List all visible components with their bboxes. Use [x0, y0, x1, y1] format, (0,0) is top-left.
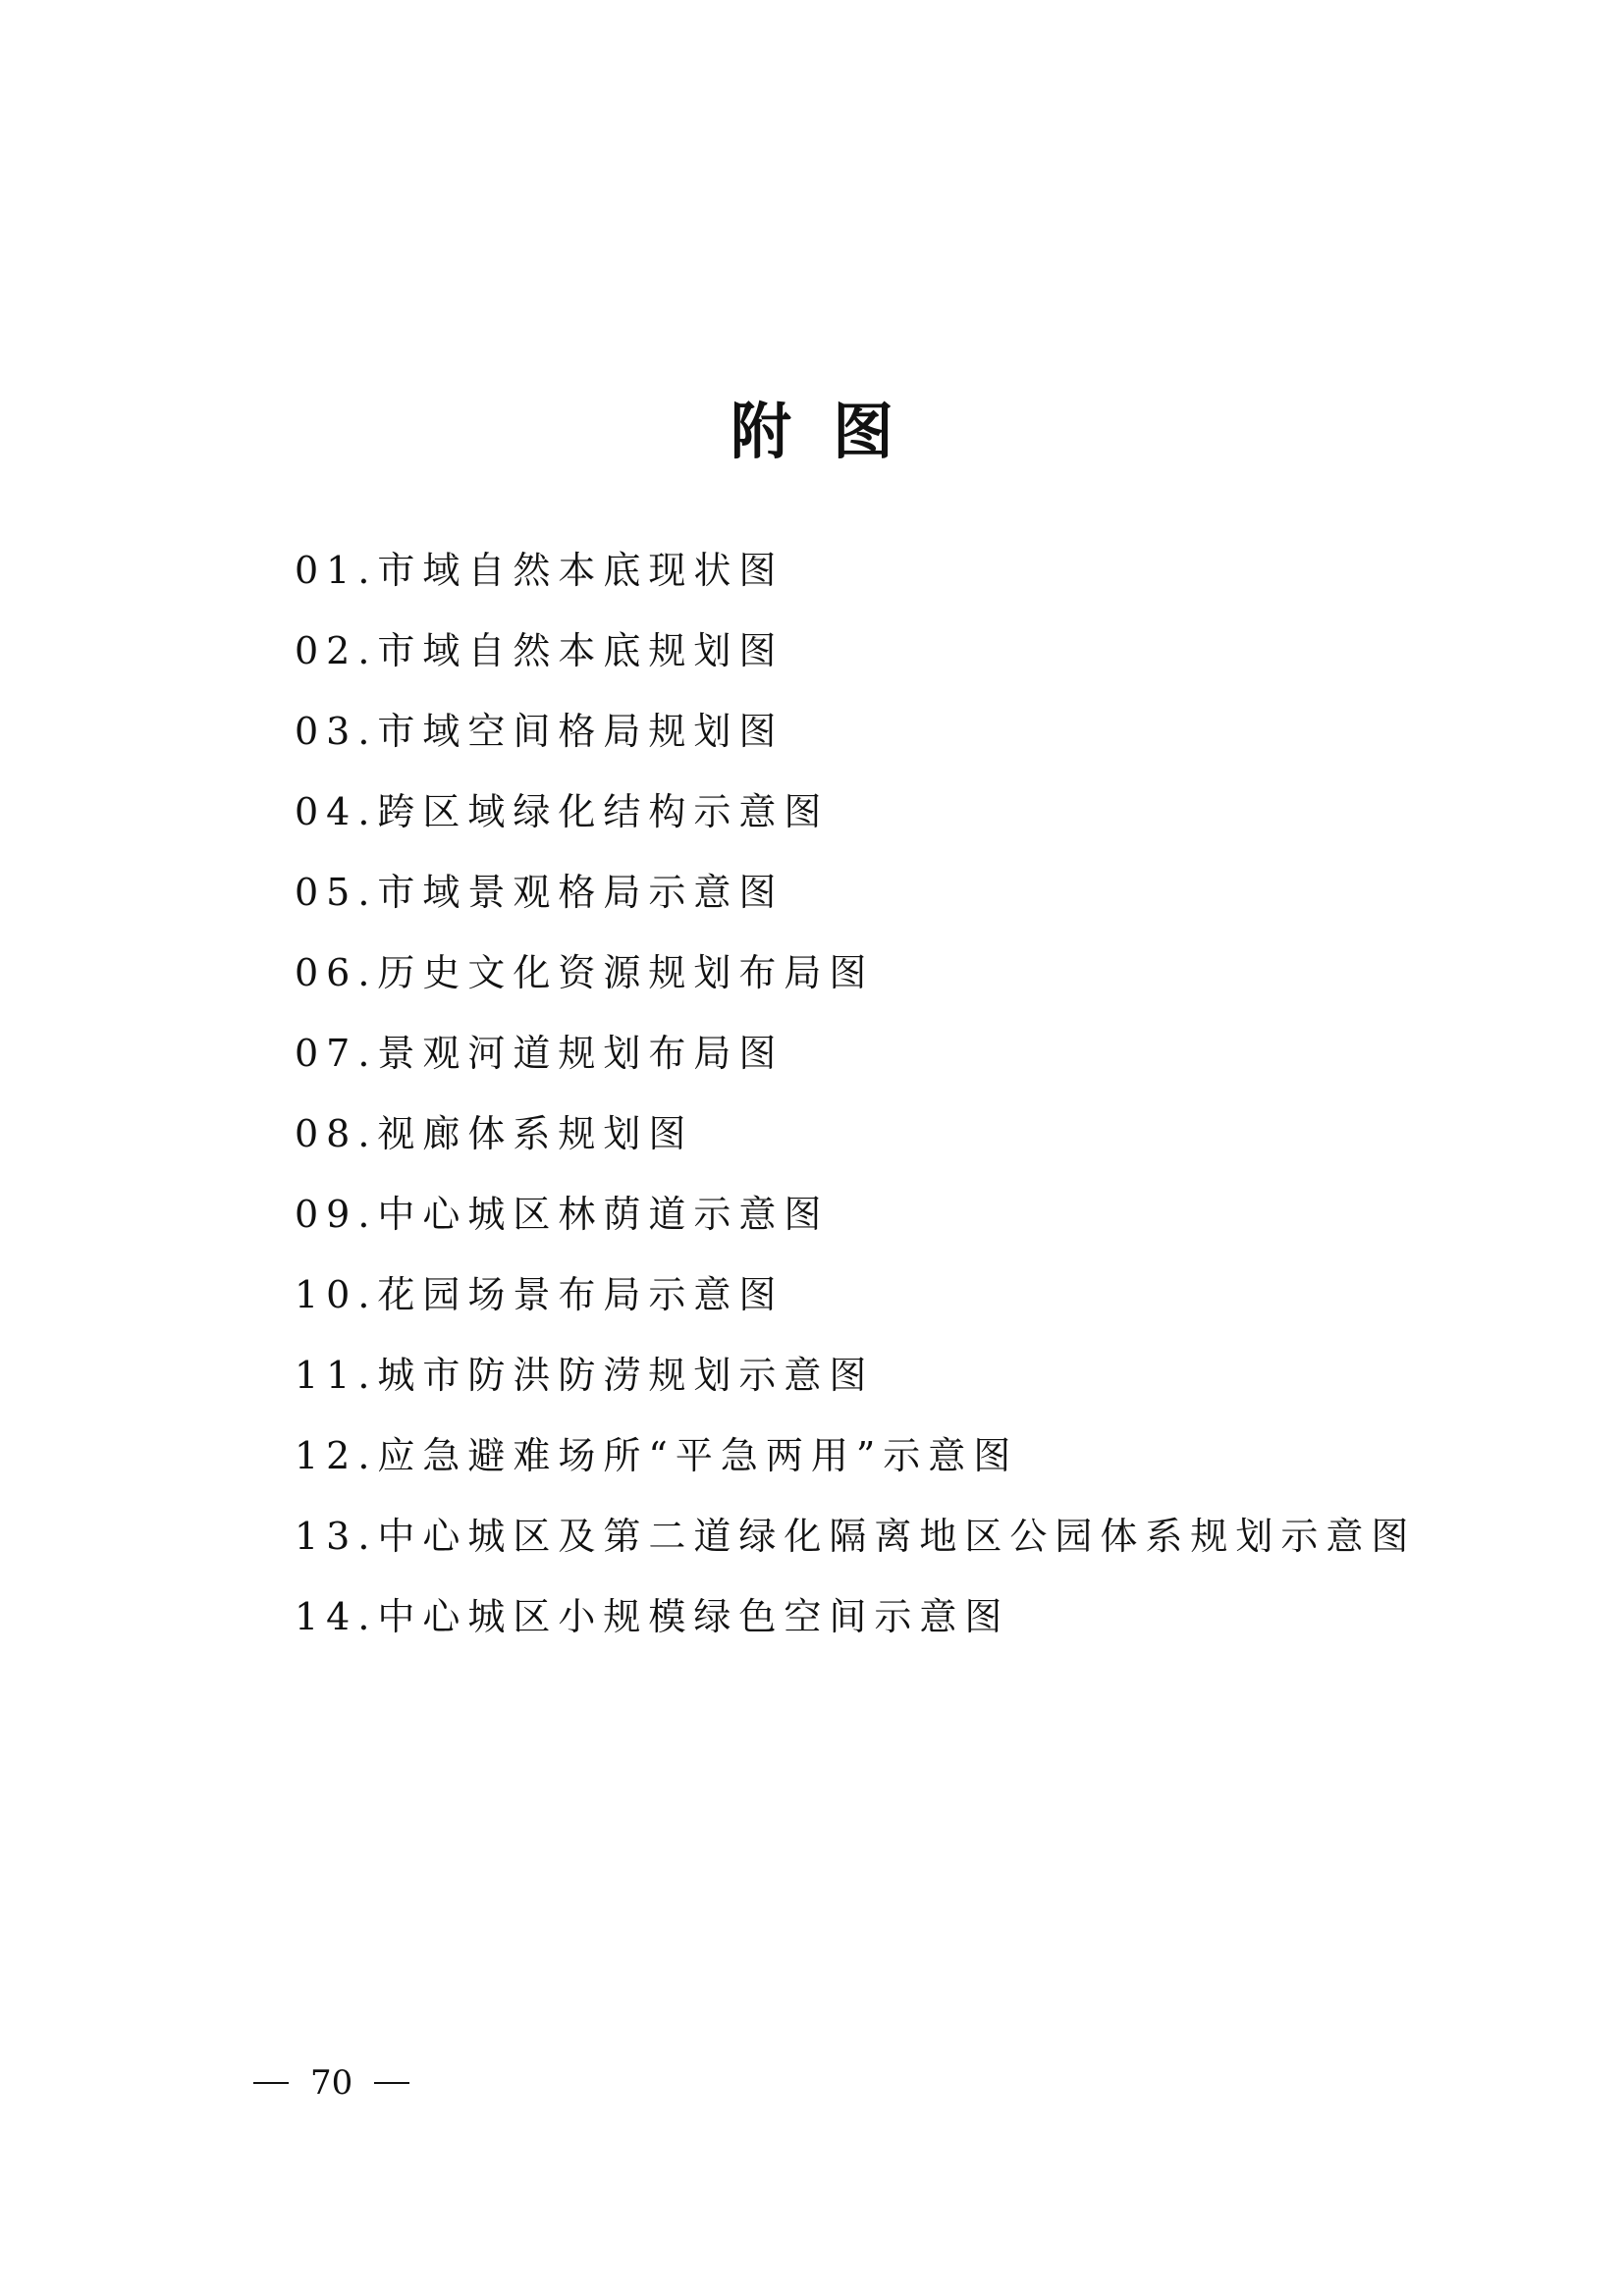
list-item: 05.市域景观格局示意图 [295, 871, 785, 914]
list-item: 09.中心城区林荫道示意图 [295, 1193, 830, 1236]
list-item: 14.中心城区小规模绿色空间示意图 [295, 1595, 1010, 1638]
page-number-dash-right [374, 2082, 409, 2084]
list-item: 07.景观河道规划布局图 [295, 1032, 785, 1075]
list-item: 02.市域自然本底规划图 [295, 629, 785, 672]
page-number: 70 [310, 2063, 353, 2103]
page-footer [253, 2061, 409, 2105]
list-item: 04.跨区域绿化结构示意图 [295, 790, 830, 833]
list-item: 03.市域空间格局规划图 [295, 710, 785, 753]
list-item: 12.应急避难场所“平急两用”示意图 [295, 1434, 1019, 1477]
list-item: 10.花园场景布局示意图 [295, 1273, 785, 1316]
figure-list [295, 538, 1416, 1665]
page-number-dash-left [253, 2082, 289, 2084]
list-item: 11.城市防洪防涝规划示意图 [295, 1354, 875, 1397]
list-item: 06.历史文化资源规划布局图 [295, 951, 875, 994]
list-item: 08.视廊体系规划图 [295, 1112, 694, 1155]
list-item: 01.市域自然本底现状图 [295, 549, 785, 592]
list-item: 13.中心城区及第二道绿化隔离地区公园体系规划示意图 [295, 1515, 1417, 1558]
page-title: 附图 [730, 396, 935, 467]
